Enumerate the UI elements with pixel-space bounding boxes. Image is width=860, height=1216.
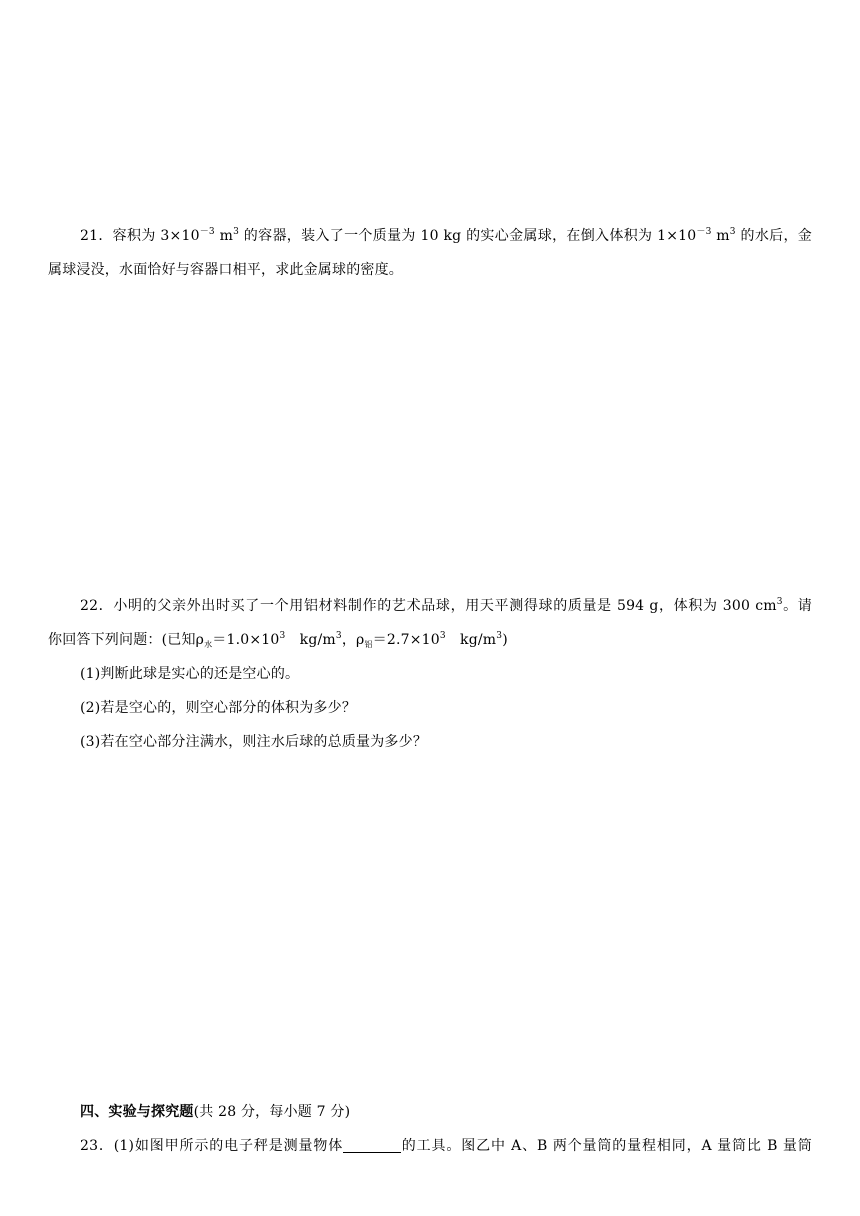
q22-subquestion-1: (1)判断此球是实心的还是空心的。 (80, 666, 300, 682)
q22-line-1: 22．小明的父亲外出时买了一个用铝材料制作的艺术品球，用天平测得球的质量是 594 g，体积为 300 $cm^3$。请 (80, 597, 812, 614)
q23-line-1: 23．(1)如图甲所示的电子秤是测量物体 的工具。图乙中 A、B 两个量筒的量程相同，A 量筒比 B 量筒 (80, 1138, 812, 1154)
section-4-heading: 四、实验与探究题(共 28 分，每小题 7 分) (80, 1104, 351, 1120)
answer-blank (343, 1138, 401, 1153)
q21-line-2: 属球浸没，水面恰好与容器口相平，求此金属球的密度。 (48, 262, 403, 278)
q21-line-1: 21．容积为 $3\times 10^{-3}$ $m^3$ 的容器，装入了一个质量为 10 kg 的实心金属球，在倒入体积为 $1\times 10^{-3}$ $m^3$ 的水后，金 (80, 227, 812, 244)
q22-line-2: 你回答下列问题：(已知$\rho_水=1.0\times 10^3$ $kg/m^3$，$\rho_铝=2.7\times 10^3$ $kg/m^3$) (48, 631, 508, 649)
q22-subquestion-3: (3)若在空心部分注满水，则注水后球的总质量为多少？ (80, 734, 428, 750)
q22-subquestion-2: (2)若是空心的，则空心部分的体积为多少？ (80, 700, 357, 716)
